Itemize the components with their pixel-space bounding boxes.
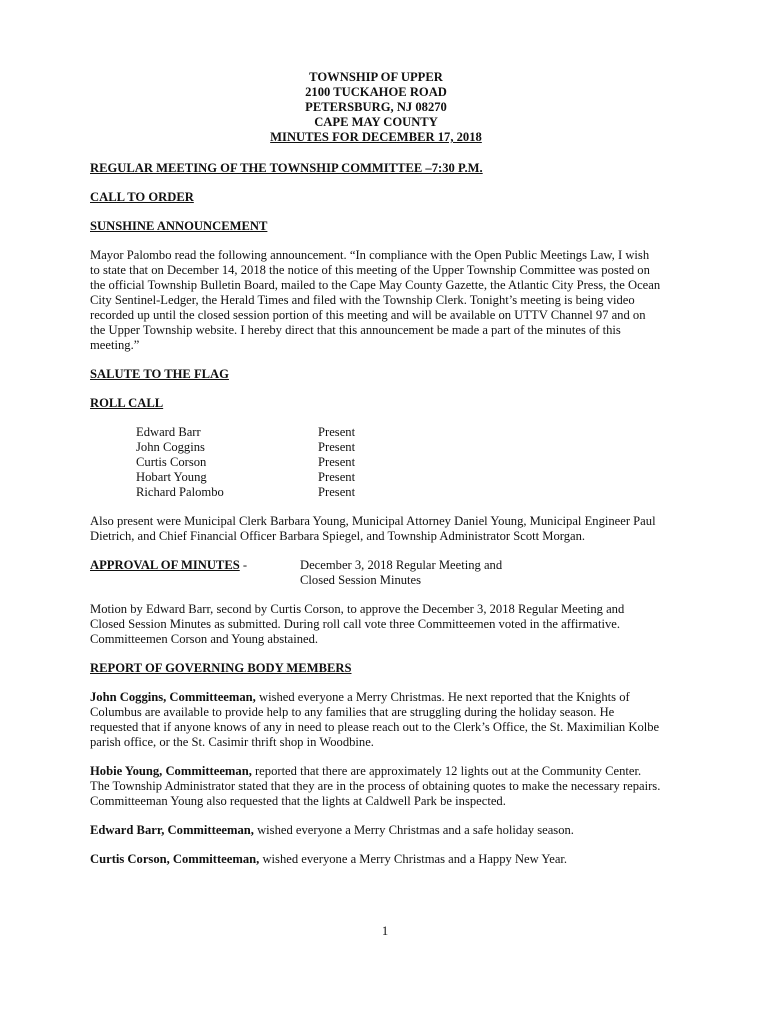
- roll-call-row: [136, 440, 662, 455]
- page-number: 1: [381, 924, 389, 938]
- approval-heading: APPROVAL OF MINUTES: [90, 558, 240, 572]
- member-name: Curtis Corson: [136, 455, 207, 469]
- member-status: Present: [318, 440, 356, 454]
- header-county: CAPE MAY COUNTY: [314, 115, 438, 129]
- report-member-name: Edward Barr, Committeeman,: [90, 823, 254, 837]
- header-township: TOWNSHIP OF UPPER: [309, 70, 443, 84]
- member-status: Present: [318, 470, 356, 484]
- report-member-name: John Coggins, Committeeman,: [90, 690, 256, 704]
- approval-subject: [300, 558, 662, 588]
- member-status: Present: [318, 485, 356, 499]
- roll-call-row: [136, 470, 662, 485]
- approval-motion-text: Motion by Edward Barr, second by Curtis Corson, to approve the December 3, 2018 Regular Meeting and Closed Session Minutes as submitted. During roll call vote three Committeemen voted in the affirmative. Committeemen Corson and Young abstained.: [90, 602, 625, 646]
- member-name: Hobart Young: [136, 470, 207, 484]
- approval-dash: -: [239, 558, 248, 572]
- approval-line-2: Closed Session Minutes: [300, 573, 422, 587]
- call-to-order-heading: CALL TO ORDER: [90, 190, 194, 204]
- also-present-text: Also present were Municipal Clerk Barbara Young, Municipal Attorney Daniel Young, Municipal Engineer Paul Dietrich, and Chief Financial Officer Barbara Spiegel, and Township Administrator Scott Morgan.: [90, 514, 656, 543]
- sunshine-heading: SUNSHINE ANNOUNCEMENT: [90, 219, 268, 233]
- roll-call-row: [136, 455, 662, 470]
- report-member-text: wished everyone a Merry Christmas and a safe holiday season.: [253, 823, 574, 837]
- header-city: PETERSBURG, NJ 08270: [305, 100, 447, 114]
- meeting-title: REGULAR MEETING OF THE TOWNSHIP COMMITTEE –7:30 P.M.: [90, 161, 483, 175]
- member-name: Richard Palombo: [136, 485, 224, 499]
- member-status: Present: [318, 425, 356, 439]
- report-member-text: wished everyone a Merry Christmas. He next reported that the Knights of Columbus are available to provide help to any families that are struggling during the holiday season. He requested that if anyone knows of any in need to please reach out to the Clerk’s Office, the St. Maximilian Kolbe parish office, or the St. Casimir thrift shop in Woodbine.: [90, 690, 660, 749]
- approval-of-minutes: [90, 558, 662, 588]
- header-minutes-date: MINUTES FOR DECEMBER 17, 2018: [270, 130, 482, 144]
- roll-call-list: [136, 425, 662, 500]
- roll-call-heading: ROLL CALL: [90, 396, 164, 410]
- salute-heading: SALUTE TO THE FLAG: [90, 367, 229, 381]
- document-header: [90, 70, 662, 145]
- approval-heading-wrap: [90, 558, 300, 588]
- approval-line-1: December 3, 2018 Regular Meeting and: [300, 558, 503, 572]
- member-name: Edward Barr: [136, 425, 201, 439]
- report-member-text: reported that there are approximately 12 lights out at the Community Center. The Township Administrator stated that they are in the process of obtaining quotes to make the necessary repairs. Committeeman Young also requested that the lights at Caldwell Park be inspected.: [90, 764, 661, 808]
- member-status: Present: [318, 455, 356, 469]
- roll-call-row: [136, 485, 662, 500]
- roll-call-row: [136, 425, 662, 440]
- report-heading: REPORT OF GOVERNING BODY MEMBERS: [90, 661, 352, 675]
- report-item: [90, 852, 662, 867]
- report-member-name: Curtis Corson, Committeeman,: [90, 852, 260, 866]
- sunshine-text: Mayor Palombo read the following announcement. “In compliance with the Open Public Meetings Law, I wish to state that on December 14, 2018 the notice of this meeting of the Upper Township Committee was posted on the official Township Bulletin Board, mailed to the Cape May County Gazette, the Atlantic City Press, the Ocean City Sentinel-Ledger, the Herald Times and filed with the Township Clerk. Tonight’s meeting is being video recorded up until the closed session portion of this meeting and will be available on UTTV Channel 97 and on the Upper Township website. I hereby direct that this announcement be made a part of the minutes of this meeting.”: [90, 248, 661, 352]
- report-member-text: wished everyone a Merry Christmas and a Happy New Year.: [259, 852, 568, 866]
- header-address: 2100 TUCKAHOE ROAD: [305, 85, 447, 99]
- report-item: [90, 823, 662, 838]
- report-item: [90, 690, 662, 750]
- document-page: [90, 70, 662, 867]
- member-name: John Coggins: [136, 440, 205, 454]
- report-item: [90, 764, 662, 809]
- report-member-name: Hobie Young, Committeeman,: [90, 764, 252, 778]
